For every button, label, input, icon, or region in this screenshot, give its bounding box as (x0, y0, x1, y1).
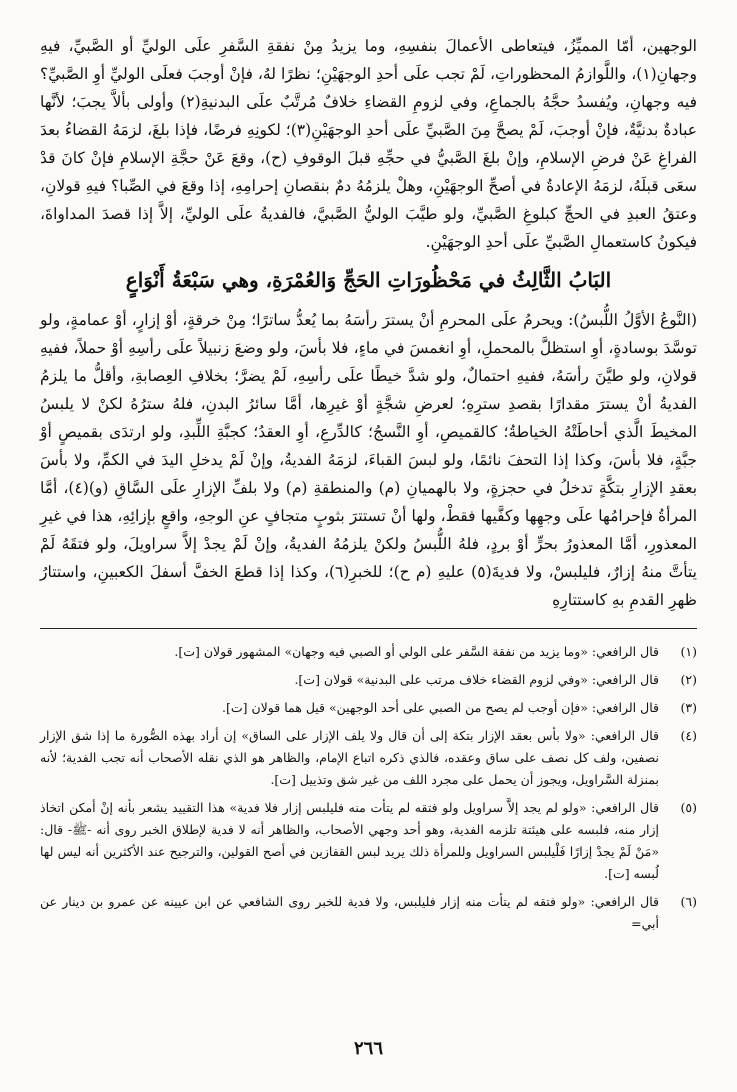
main-text (40, 32, 697, 256)
footnote-text: قال الرافعي: «وما يزيد من نفقة السَّفر على الولي أو الصبي فيه وجهان» المشهور قولان [ت]. (174, 644, 659, 659)
footnote-number: (٥) (680, 800, 697, 815)
main-text-2 (40, 306, 697, 614)
footnote-number: (١) (680, 644, 697, 659)
footnotes (40, 641, 697, 935)
footnote-text: قال الرافعي: «ولو فتقه لم يتأت منه إزار فليلبس، ولا فدية للخبر روى الشافعي عن ابن عيينه عن عمرو بن دينار عن أبي= (40, 894, 659, 931)
footnote-text: قال الرافعي: «ولا بأس بعقد الإزار بتكة إلى أن قال ولا يلف الإزار على الساق» إن أراد بهذه الصُّورة ما إذا شق الإزار نصفين، ولف كل نصف على ساق وعقده، فالذي ذكره اتباع الإمام، والظاهر هو الذي نقله الأصحاب أنه تجب الفدية؛ لأنه بمنزلة السَّراويل، ويجوز أن يحمل على مجرد اللف من غير شق وتذييل [ت]. (40, 728, 659, 787)
footnote-text: قال الرافعي: «وفي لزوم القضاء خلاف مرتب على البدنية» قولان [ت]. (294, 672, 659, 687)
footnote-number: (٣) (680, 700, 697, 715)
footnote-text: قال الرافعي: «فإن أوجب لم يصح من الصبي على أحد الوجهين» قيل هما قولان [ت]. (222, 700, 659, 715)
page-number: ٢٦٦ (353, 1038, 383, 1059)
footnote-2 (40, 669, 697, 691)
paragraph-2: (النَّوعُ الأوَّلُ اللُّبسُ): ويحرمُ علَى المحرمِ أنْ يسترَ رأسَهُ بما يُعدُّ ساترًا؛ مِنْ خرقةٍ، أوْ إزارٍ، أوْ عمامةٍ، ولو توسَّدَ بوسادةٍ، أوِ استظلَّ بالمحملِ، أوِ انغمسَ في ماءٍ، فلا بأسَ، ولو وضعَ زنبيلاً علَى رأسِهِ أوْ حملاً، ففيهِ قولانِ، ولو طيَّنَ رأسَهُ، ففيهِ احتمالٌ، ولو شدَّ خيطًا علَى رأسِهِ، لَمْ يضرَّ؛ بخلافِ العِصابةِ، وأقلُّ ما يلزمُ الفديةُ أنْ يسترَ مقدارًا بقصدِ سترِهِ؛ لعرضِ شجَّةٍ أوْ غيرِها، أمَّا سائرُ البدنِ، فلهُ سترُهُ لكنْ لا يلبسُ المخيطَ الَّذي أحاطَتْهُ الخياطةُ؛ كالقميصِ، أوِ النَّسجُ؛ كالدِّرعِ، أوِ العقدُ؛ كجبَّةِ اللِّبدِ، ولو ارتدَى بقميصٍ أوْ جبَّةٍ، فلا بأسَ، وكذا إذا التحفَ نائمًا، ولو لبسَ القباءَ، لزمَهُ الفديةُ، وإنْ لَمْ يدخلِ اليدَ في الكمِّ، ولا بأسَ بعقدِ الإزارِ بتكَّةٍ تدخلُ في حجزةٍ، ولا بالهميانِ (م) والمنطقةِ (م) ولا بلفِّ الإزارِ علَى السَّاقِ (و)(٤)، أمَّا المرأةُ فإحرامُها علَى وجهِها وكفَّيها فقطْ، ولها أنْ تستترَ بثوبٍ متجافٍ عنِ الوجهِ، واقعٍ بإزائِهِ، هذا في غيرِ المعذورِ، أمَّا المعذورُ بحرٍّ أوْ بردٍ، فلهُ اللُّبسُ ولكنْ يلزمُهُ الفديةُ، وإنْ لَمْ يجدْ إلاَّ سراويلَ، ولو فتقَهُ لَمْ يتأتَّ منهُ إزارٌ، فليلبسْ، ولا فديةَ(٥) عليهِ (م ح)؛ للخبرِ(٦)، وكذا إذا قطعَ الخفَّ أسفلَ الكعبينِ، واستتارُ ظهرِ القدمِ بهِ كاستتارِهِ (40, 311, 698, 609)
chapter-heading: البَابُ الثَّالِثُ في مَحْظُورَاتِ الحَجِّ وَالعُمْرَةِ، وهي سَبْعَةُ أَنْوَاعٍ (125, 268, 612, 292)
footnote-1 (40, 641, 697, 663)
footnote-number: (٢) (680, 672, 697, 687)
footnote-separator (40, 628, 697, 629)
footnote-text: قال الرافعي: «ولو لم يجد إلاَّ سراويل ولو فتقه لم يتأت منه فليلبس إزار فلا فدية» هذا التقييد يشعر بأنه إنْ أمكن اتخاذ إزار منه، فلبسه على هيئتة تلزمه الفدية، وهو أحد وجهي الأصحاب، والظاهر أنه لا فدية لإطلاق الخبر روى أنه -ﷺ- قال: «مَنْ لَمْ يجدْ إزارًا فَلْيلبس السراويل وللمرأة ذلك يريد لبس القفازين في أصح القولين، والترجيح عند الأكثرين أنه ليس لها لُبسه [ت]. (40, 800, 659, 881)
footnote-4 (40, 725, 697, 791)
paragraph-1: الوجهين، أمّا المميِّزُ، فيتعاطى الأعمالَ بنفسِهِ، وما يزيدُ مِنْ نفقةِ السَّفرِ علَى الوليِّ أو الصَّبيِّ، فيهِ وجهانِ(١)، واللَّوازمُ المحظوراتِ، لَمْ تجب علَى أحدِ الوجهَيْنِ؛ نظرًا لهُ، فإنْ أوجبَ فعلَى الوليِّ أوِ الصَّبيِّ؟ فيه وجهانِ، ويُفسدُ حجَّهُ بالجماعِ، وفي لزومِ القضاءِ خلافٌ مُرتَّبٌ علَى البدنيةِ(٢) وأولى بألاَّ يجبَ؛ لأنَّها عبادةٌ بدنيَّةٌ، فإنْ أوجبَ، لَمْ يصحَّ مِنَ الصَّبيِّ علَى أحدِ الوجهَيْنِ(٣)؛ لكونِهِ فرضًا، فإذا بلغَ، لزمَهُ القضاءُ بعدَ الفراغِ عَنْ فرضِ الإسلامِ، وإنْ بلغَ الصَّبيُّ في حجِّهِ قبلَ الوقوفِ (ح)، وقعَ عَنْ حجَّةِ الإسلامِ فإنْ كانَ قدْ سعَى قبلَهُ، لزمَهُ الإعادةُ في أصحِّ الوجهَيْنِ، وهلْ يلزمُهُ دمٌ بنقصانِ إحرامِهِ، إذا وقعَ في الصِّبا؟ فيهِ قولانِ، وعتقُ العبدِ في الحجِّ كبلوغِ الصَّبيِّ، ولو طيَّبَ الوليُّ الصَّبيَّ، فالفديةُ علَى الوليِّ، إلاَّ إذا قصدَ المداواةَ، فيكونُ كاستعمالِ الصَّبيِّ علَى أحدِ الوجهَيْنِ. (40, 37, 697, 251)
footnote-5 (40, 797, 697, 885)
footnote-number: (٦) (680, 894, 697, 909)
footnote-3 (40, 697, 697, 719)
footnote-6 (40, 891, 697, 935)
footnote-number: (٤) (680, 728, 697, 743)
